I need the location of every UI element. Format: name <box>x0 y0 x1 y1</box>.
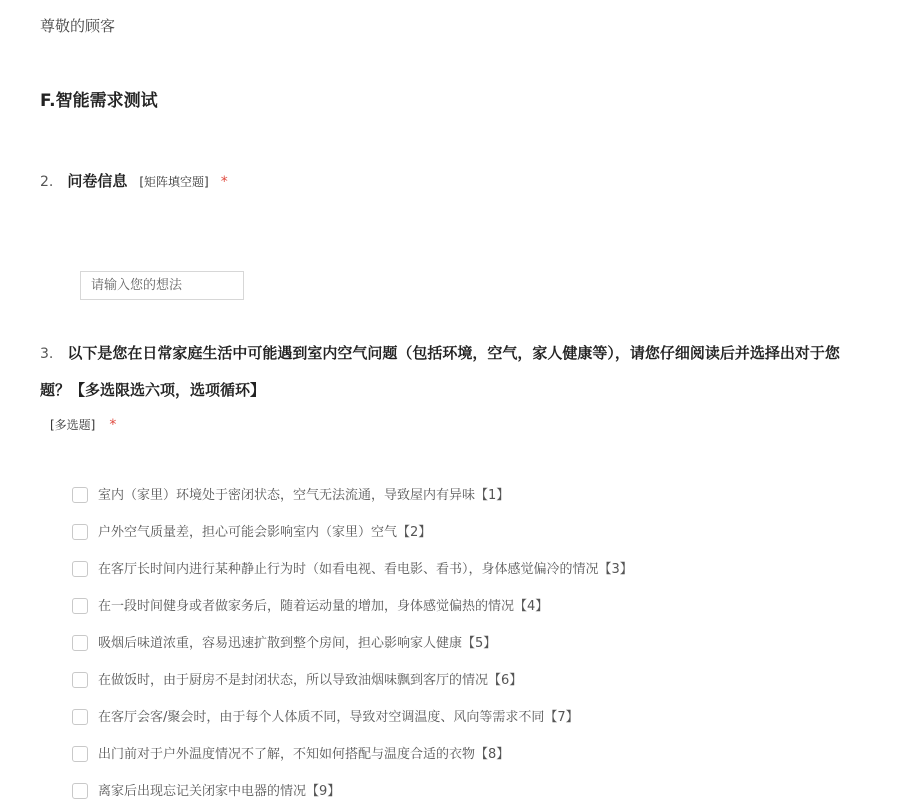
question-title: 问卷信息 <box>67 172 128 190</box>
checkbox[interactable] <box>72 672 88 688</box>
option-6[interactable] <box>72 671 633 708</box>
option-label: 出门前对于户外温度情况不了解，不知如何搭配与温度合适的衣物【8】 <box>98 747 510 762</box>
checkbox[interactable] <box>72 783 88 799</box>
section-title: F.智能需求测试 <box>40 91 158 111</box>
option-label: 在客厅会客/聚会时，由于每个人体质不同，导致对空调温度、风向等需求不同【7】 <box>98 710 579 725</box>
question-number: 3. <box>40 346 54 362</box>
checkbox[interactable] <box>72 524 88 540</box>
option-label: 在做饭时，由于厨房不是封闭状态，所以导致油烟味飘到客厅的情况【6】 <box>98 673 523 688</box>
idea-input[interactable] <box>80 271 244 300</box>
option-label: 在客厅长时间内进行某种静止行为时（如看电视、看电影、看书），身体感觉偏冷的情况【3】 <box>98 562 633 577</box>
question-3-type-row <box>50 416 116 433</box>
question-type: [多选题] <box>50 418 96 432</box>
checkbox[interactable] <box>72 598 88 614</box>
option-1[interactable] <box>72 486 633 523</box>
option-7[interactable] <box>72 708 633 745</box>
question-title-continued: 题？【多选限选六项，选项循环】 <box>40 381 266 399</box>
option-label: 离家后出现忘记关闭家中电器的情况【9】 <box>98 784 341 799</box>
option-4[interactable] <box>72 597 633 634</box>
option-label: 室内（家里）环境处于密闭状态，空气无法流通，导致屋内有异味【1】 <box>98 488 510 503</box>
question-title: 以下是您在日常家庭生活中可能遇到室内空气问题（包括环境，空气，家人健康等），请您仔细阅读后并选择出对于您 <box>67 344 840 362</box>
option-2[interactable] <box>72 523 633 560</box>
checkbox[interactable] <box>72 746 88 762</box>
option-5[interactable] <box>72 634 633 671</box>
checkbox[interactable] <box>72 709 88 725</box>
question-number: 2. <box>40 174 54 190</box>
option-3[interactable] <box>72 560 633 597</box>
checkbox[interactable] <box>72 561 88 577</box>
options-list <box>72 486 633 800</box>
required-marker: * <box>109 417 117 433</box>
question-3-header <box>40 342 840 363</box>
option-label: 吸烟后味道浓重，容易迅速扩散到整个房间，担心影响家人健康【5】 <box>98 636 497 651</box>
checkbox[interactable] <box>72 635 88 651</box>
option-label: 户外空气质量差，担心可能会影响室内（家里）空气【2】 <box>98 525 432 540</box>
checkbox[interactable] <box>72 487 88 503</box>
required-marker: * <box>220 174 228 190</box>
option-8[interactable] <box>72 745 633 782</box>
question-2-header <box>40 170 228 191</box>
option-label: 在一段时间健身或者做家务后，随着运动量的增加，身体感觉偏热的情况【4】 <box>98 599 549 614</box>
question-type: [矩阵填空题] <box>139 175 209 189</box>
option-9[interactable] <box>72 782 633 800</box>
greeting-text: 尊敬的顾客 <box>40 17 116 35</box>
